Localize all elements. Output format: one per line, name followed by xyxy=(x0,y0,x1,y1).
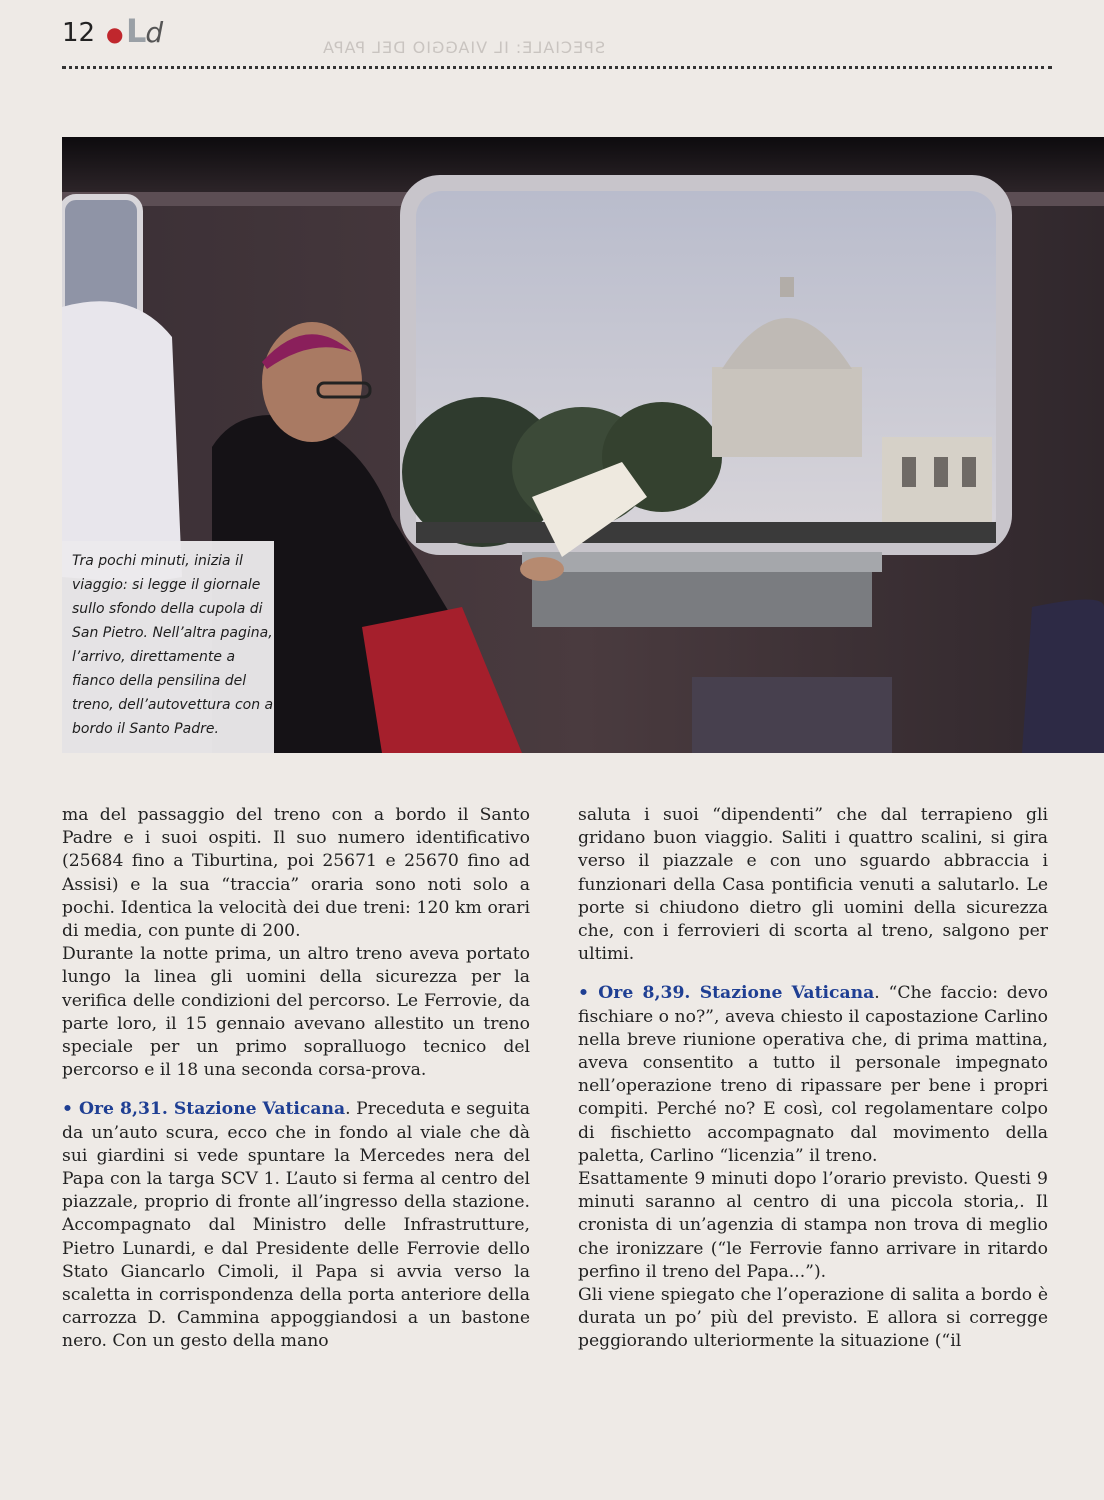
photo-caption-box xyxy=(62,541,274,753)
paragraph: ma del passaggio del treno con a bordo il Santo Padre e i suoi ospiti. Il suo numero identificativo (25684 fino a Tiburtina, poi 25671 e 25670 fino ad Assisi) e la sua “traccia” oraria sono noti solo a pochi. Identica la velocità dei due treni: 120 km orari di media, con punte di 200. xyxy=(62,805,530,942)
paragraph: • Ore 8,39. Stazione Vaticana. “Che faccio: devo fischiare o no?”, aveva chiesto il capostazione Carlino nella breve riunione operativa che, di prima mattina, aveva consentito a tutto il personale impegnato nell’operazione treno di ripassare per bene i propri compiti. Perché no? E così, col regolamentare colpo di fischietto accompagnato dal movimento della paletta, Carlino “licenzia” il treno. xyxy=(578,983,1048,1166)
right-column xyxy=(578,804,1048,1354)
paragraph: • Ore 8,31. Stazione Vaticana. Preceduta e seguita da un’auto scura, ecco che in fondo al viale che dà sui giardini si vede spuntare la Mercedes nera del Papa con la targa SCV 1. L’auto si ferma al centro del piazzale, proprio di fronte all’ingresso della stazione. Accompagnato dal Ministro delle Infrastrutture, Pietro Lunardi, e dal Presidente delle Ferrovie dello Stato Giancarlo Cimoli, il Papa si avvia verso la scaletta in corrispondenza della porta anteriore della carrozza D. Cammina appoggiandosi a un bastone nero. Con un gesto della mano xyxy=(62,1099,531,1352)
paragraph: Gli viene spiegato che l’operazione di salita a bordo è durata un po’ più del previsto. E allora si corregge peggiorando ulteriormente la situazione (“il xyxy=(578,1285,1048,1352)
paragraph: Durante la notte prima, un altro treno aveva portato lungo la linea gli uomini della sicurezza per la verifica delle condizioni del percorso. Le Ferrovie, da parte loro, il 15 gennaio avevano allestito un treno speciale per un primo sopralluogo tecnico del percorso e il 18 una seconda corsa-prova. xyxy=(62,944,530,1081)
section-heading: • Ore 8,31. Stazione Vaticana xyxy=(62,1099,346,1120)
header-dotted-rule xyxy=(62,66,1052,69)
page-header xyxy=(62,12,1052,72)
paragraph: Esattamente 9 minuti dopo l’orario previsto. Questi 9 minuti saranno al centro di una piccola storia,. Il cronista di un’agenzia di stampa non trova di meglio che ironizzare (“le Ferrovie fanno arrivare in ritardo perfino il treno del Papa...”). xyxy=(578,1169,1048,1282)
photo-caption: Tra pochi minuti, inizia il viaggio: si legge il giornale sullo sfondo della cupola di San Pietro. Nell’altra pagina, l’arrivo, direttamente a fianco della pensilina del treno, dell’autovettura con a bordo il Santo Padre. xyxy=(72,553,274,737)
train-window-photo xyxy=(62,137,1104,753)
running-title-bleedthrough: SPECIALE: IL VIAGGIO DEL PAPA xyxy=(322,38,606,57)
magazine-logo: Ld xyxy=(126,12,163,50)
section-heading: • Ore 8,39. Stazione Vaticana xyxy=(578,983,875,1004)
page-number: 12 xyxy=(62,18,96,48)
left-column xyxy=(62,804,530,1354)
paragraph: saluta i suoi “dipendenti” che dal terrapieno gli gridano buon viaggio. Saliti i quattro scalini, si gira verso il piazzale e con uno sguardo abbraccia i funzionari della Casa pontificia venuti a salutarlo. Le porte si chiudono dietro gli uomini della sicurezza che, con i ferrovieri di scorta al treno, salgono per ultimi. xyxy=(578,805,1048,965)
red-bullet-icon: ● xyxy=(106,22,124,46)
